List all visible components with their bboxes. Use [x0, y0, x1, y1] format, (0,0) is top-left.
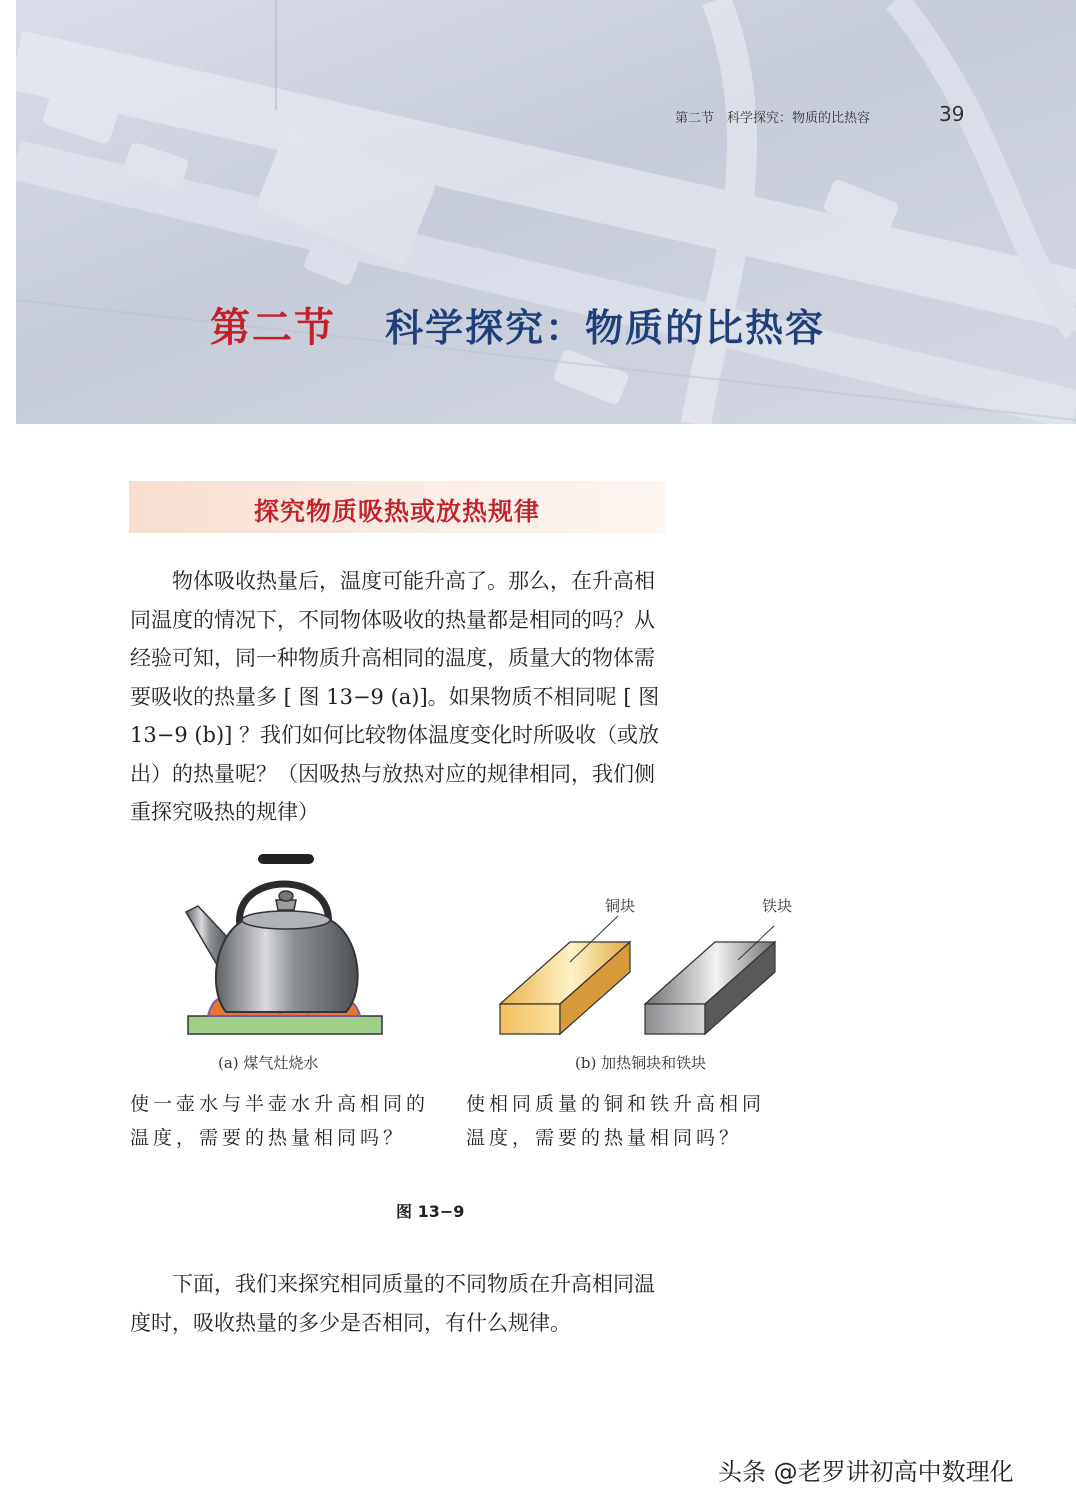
watermark: 头条 @老罗讲初高中数理化 — [718, 1458, 1014, 1486]
header-banner — [16, 0, 1076, 424]
running-head-text: 第二节 科学探究：物质的比热容 — [675, 111, 871, 126]
intro-paragraph-text: 物体吸收热量后，温度可能升高了。那么，在升高相同温度的情况下，不同物体吸收的热量都是相同的吗？从经验可知，同一种物质升高相同的温度，质量大的物体需要吸收的热量多 [ 图 13−9 (a)]。如果物质不相同呢 [ 图 13−9 (b)] ？我们如何比较物体温度变化时所吸收（或放出）的热量呢？（因吸热与放热对应的规律相同，我们侧重探究吸热的规律） — [130, 569, 660, 824]
copper-block-label: 铜块 — [605, 897, 636, 915]
figure-caption-b: (b) 加热铜块和铁块 — [575, 1054, 707, 1072]
figure-question-b: 使相同质量的铜和铁升高相同温度，需要的热量相同吗？ — [466, 1093, 766, 1149]
intro-paragraph — [130, 562, 670, 832]
chapter-title-number: 第二节 — [210, 304, 336, 351]
kettle-illustration — [180, 840, 388, 1040]
closing-paragraph-text: 下面，我们来探究相同质量的不同物质在升高相同温度时，吸收热量的多少是否相同，有什么规律。 — [130, 1272, 655, 1335]
highway-background-image — [16, 0, 1076, 424]
figure-number: 图 13−9 — [396, 1202, 465, 1221]
section-heading: 探究物质吸热或放热规律 — [253, 497, 540, 526]
page-number: 39 — [939, 102, 965, 126]
running-head — [675, 100, 975, 130]
chapter-title — [210, 296, 825, 356]
iron-block-label: 铁块 — [762, 897, 793, 915]
figure-question-a: 使一壶水与半壶水升高相同的温度，需要的热量相同吗？ — [130, 1093, 430, 1149]
figure-caption-a: (a) 煤气灶烧水 — [218, 1054, 319, 1072]
chapter-title-name: 科学探究：物质的比热容 — [385, 306, 826, 350]
closing-paragraph — [130, 1265, 670, 1342]
section-heading-box — [129, 481, 665, 533]
